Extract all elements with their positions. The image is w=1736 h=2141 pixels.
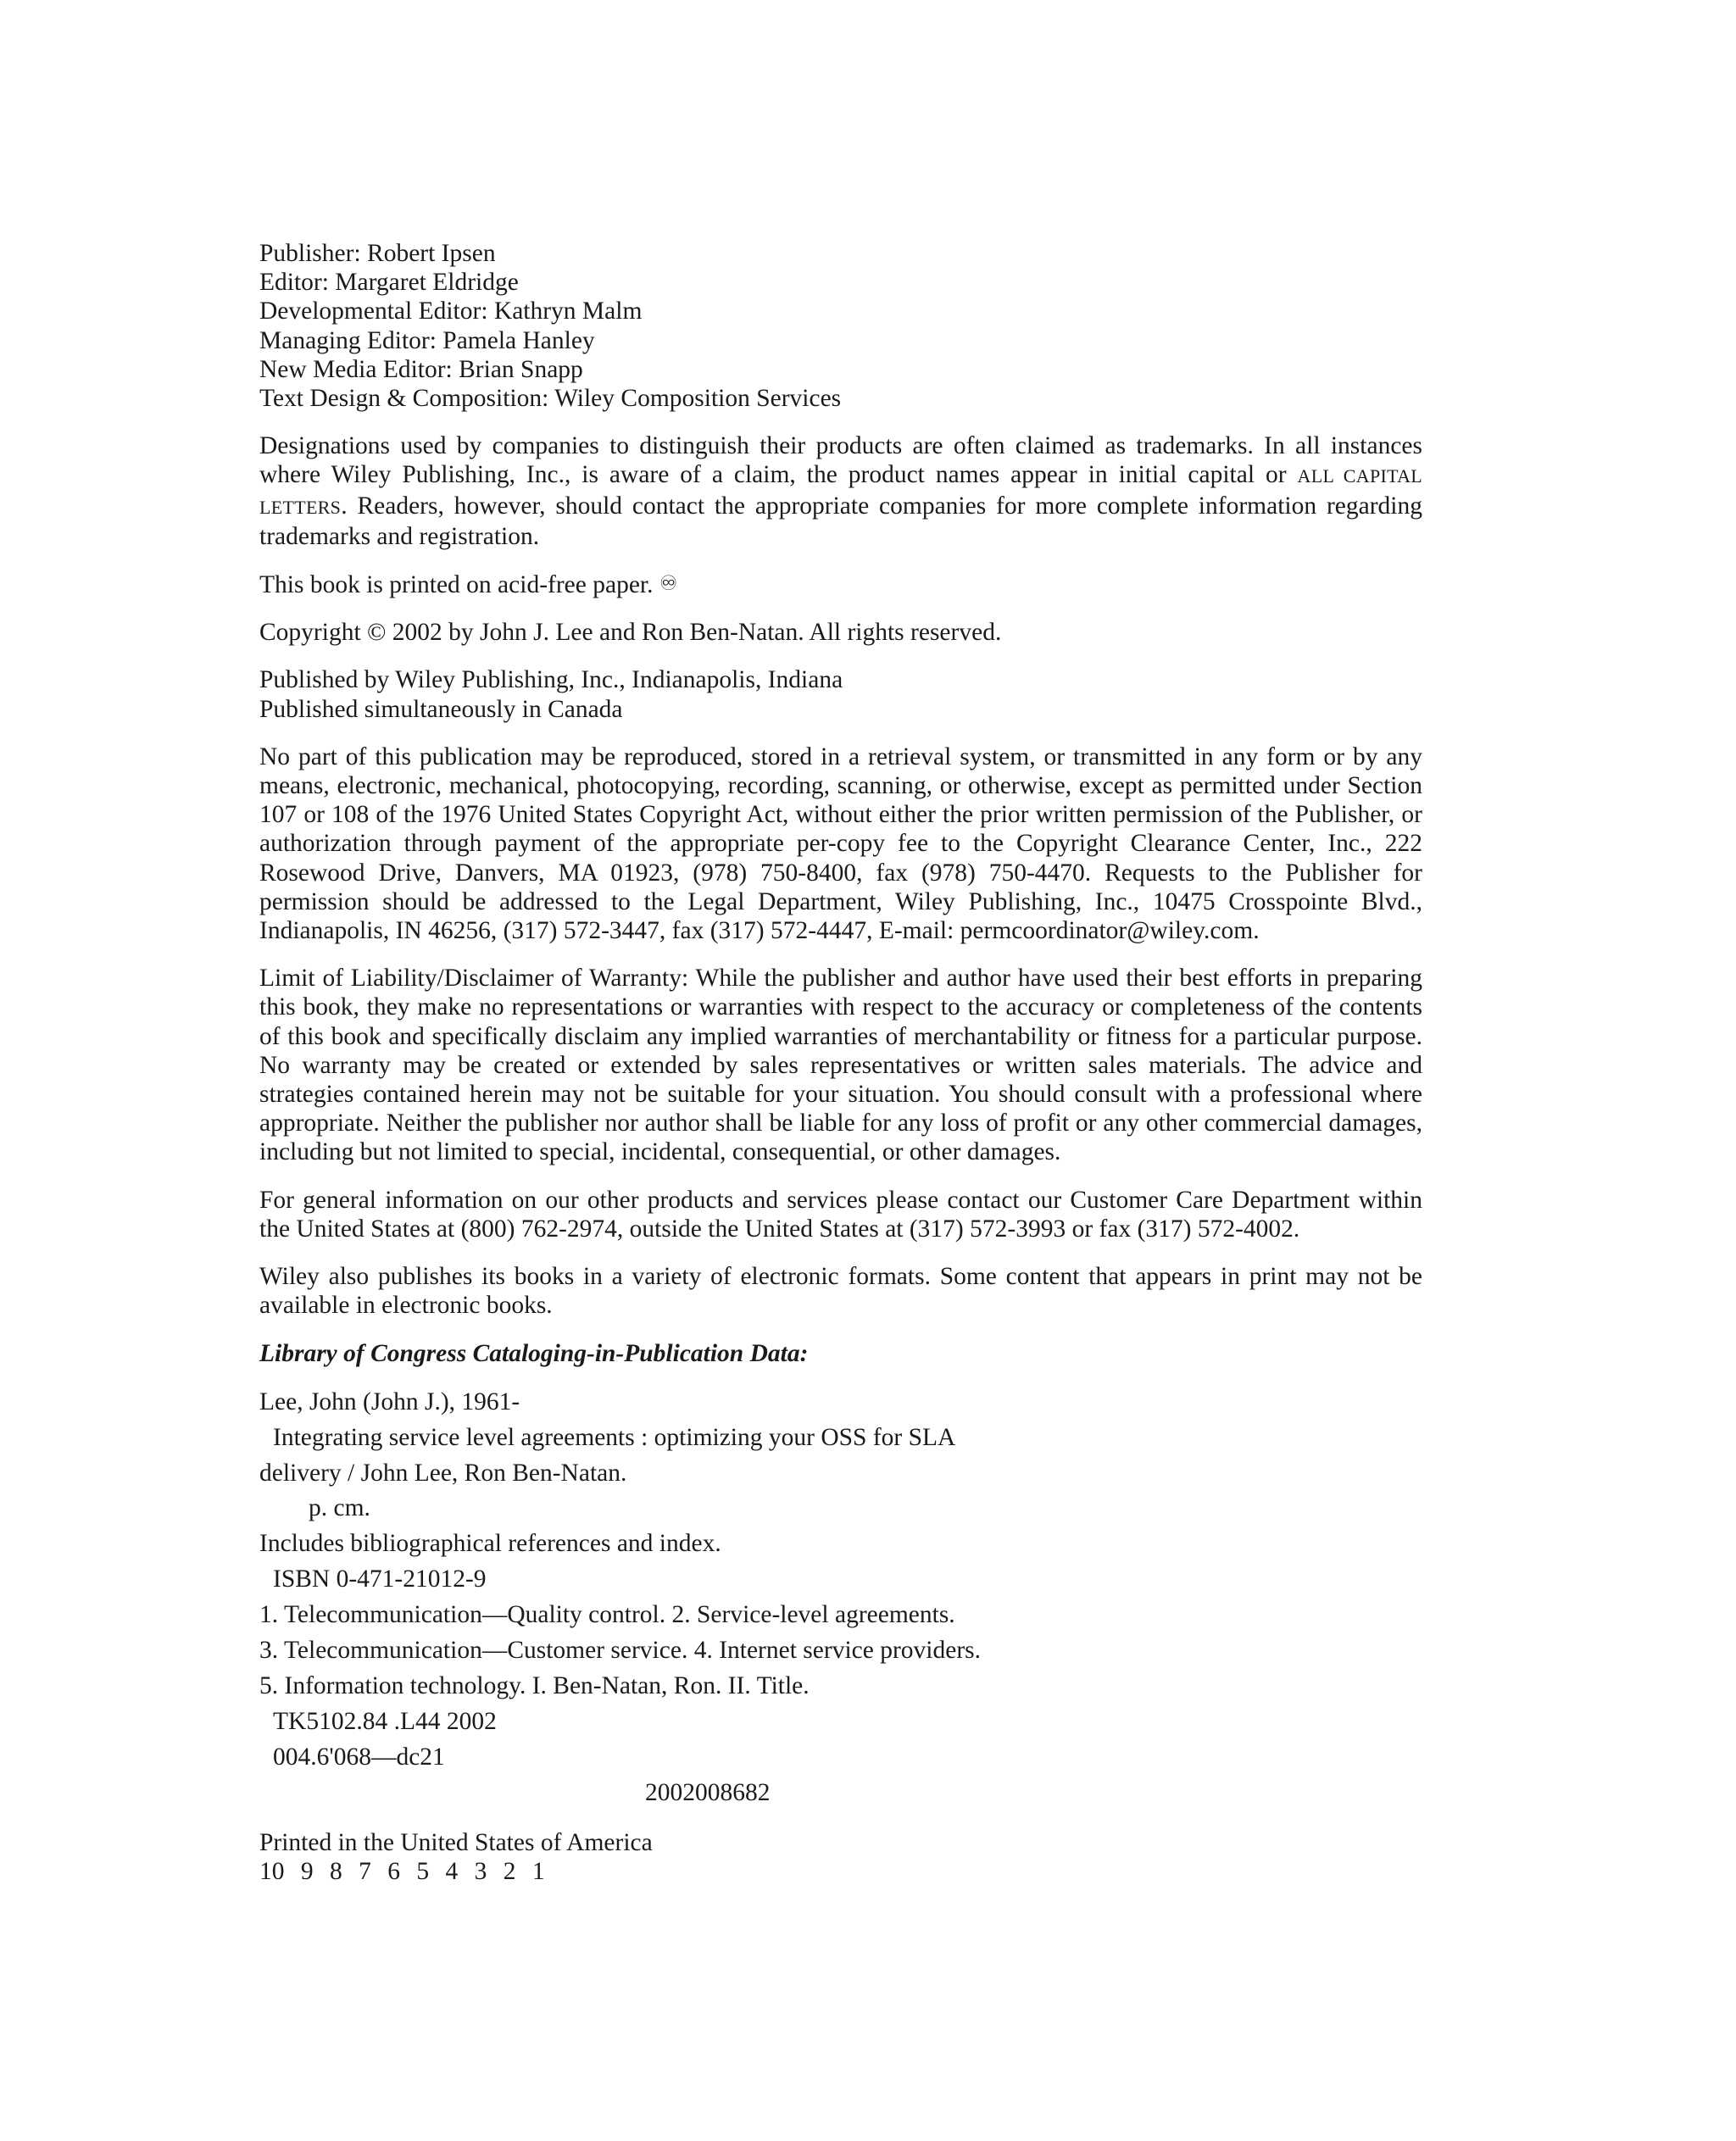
credit-publisher: Publisher: Robert Ipsen	[259, 240, 496, 267]
print-line: 10 9 8 7 6 5 4 3 2 1	[259, 1857, 545, 1885]
cip-subject-line-2: 3. Telecommunication—Customer service. 4. Internet service providers.	[259, 1637, 981, 1665]
cip-subject-line-3: 5. Information technology. I. Ben-Natan, Ron. II. Title.	[259, 1671, 810, 1699]
disclaimer-paragraph: Limit of Liability/Disclaimer of Warranty: While the publisher and author have used their best efforts in preparing this book, they make no representations or warranties with respect to the accuracy or completeness of the contents of this book and specifically disclaim any implied warranties of merchantability or fitness for a particular purpose. No warranty may be created or extended by sales representatives or written sales materials. The advice and strategies contained herein may not be suitable for your situation. You should consult with a professional where appropriate. Neither the publisher nor author shall be liable for any loss of profit or any other commercial damages, including but not limited to special, incidental, consequential, or other damages.	[259, 965, 1422, 1166]
cip-notes: Includes bibliographical references and index.	[259, 1530, 721, 1558]
printed-block	[259, 1828, 1422, 1886]
cip-pagination: p. cm.	[309, 1494, 370, 1522]
cip-lccn: 2002008682	[645, 1778, 771, 1806]
trademarks-small-caps: ALL CAPITAL LETTERS	[259, 465, 1423, 518]
trademarks-paragraph	[259, 431, 1422, 551]
credit-new-media-editor: New Media Editor: Brian Snapp	[259, 355, 583, 383]
cip-isbn: ISBN 0-471-21012-9	[273, 1565, 487, 1593]
customer-care-paragraph: For general information on our other products and services please contact our Customer Care Department within the United States at (800) 762-2974, outside the United States at (317) 572-3993 or fax (317) 572-4002.	[259, 1186, 1422, 1243]
published-block	[259, 665, 1422, 723]
cip-title-line-1: Integrating service level agreements : optimizing your OSS for SLA	[273, 1423, 956, 1451]
credit-text-design: Text Design & Composition: Wiley Composition Services	[259, 385, 842, 413]
acid-free-paragraph	[259, 570, 1422, 599]
cip-block	[259, 1385, 1422, 1811]
electronic-formats-paragraph: Wiley also publishes its books in a variety of electronic formats. Some content that appears in print may not be available in electronic books.	[259, 1263, 1422, 1320]
credits-block	[259, 239, 1422, 413]
cip-title-line-2: delivery / John Lee, Ron Ben-Natan.	[259, 1459, 627, 1487]
copyright-page	[259, 239, 1422, 1886]
published-by: Published by Wiley Publishing, Inc., Indianapolis, Indiana	[259, 666, 843, 694]
permissions-paragraph: No part of this publication may be reproduced, stored in a retrieval system, or transmitted in any form or by any means, electronic, mechanical, photocopying, recording, scanning, or otherwise, except as permitted under Section 107 or 108 of the 1976 United States Copyright Act, without either the prior written permission of the Publisher, or authorization through payment of the appropriate per-copy fee to the Copyright Clearance Center, Inc., 222 Rosewood Drive, Danvers, MA 01923, (978) 750-8400, fax (978) 750-4470. Requests to the Publisher for permission should be addressed to the Legal Department, Wiley Publishing, Inc., 10475 Crosspointe Blvd., Indianapolis, IN 46256, (317) 572-3447, fax (317) 572-4447, E-mail: permcoordinator@wiley.com.	[259, 742, 1422, 945]
cip-heading: Library of Congress Cataloging-in-Publication Data:	[259, 1339, 809, 1367]
trademarks-text-after: . Readers, however, should contact the appropriate companies for more complete information regarding trademarks and registration.	[259, 492, 1422, 550]
cip-subject-line-1: 1. Telecommunication—Quality control. 2. Service-level agreements.	[259, 1601, 955, 1629]
trademarks-text-before: Designations used by companies to distinguish their products are often claimed as trademarks. In all instances where Wiley Publishing, Inc., is aware of a claim, the product names appear in initial capital or	[259, 432, 1422, 489]
credit-editor: Editor: Margaret Eldridge	[259, 269, 519, 297]
acid-free-paper-icon: ♾	[659, 573, 678, 596]
cip-dewey: 004.6'068—dc21	[273, 1743, 445, 1771]
acid-free-text: This book is printed on acid-free paper.	[259, 571, 654, 599]
copyright-notice: Copyright © 2002 by John J. Lee and Ron Ben-Natan. All rights reserved.	[259, 619, 1002, 647]
credit-developmental-editor: Developmental Editor: Kathryn Malm	[259, 298, 643, 325]
published-canada: Published simultaneously in Canada	[259, 695, 623, 723]
cip-lc-class: TK5102.84 .L44 2002	[273, 1707, 497, 1735]
cip-author: Lee, John (John J.), 1961-	[259, 1387, 520, 1415]
credit-managing-editor: Managing Editor: Pamela Hanley	[259, 326, 595, 354]
printed-in: Printed in the United States of America	[259, 1828, 653, 1856]
